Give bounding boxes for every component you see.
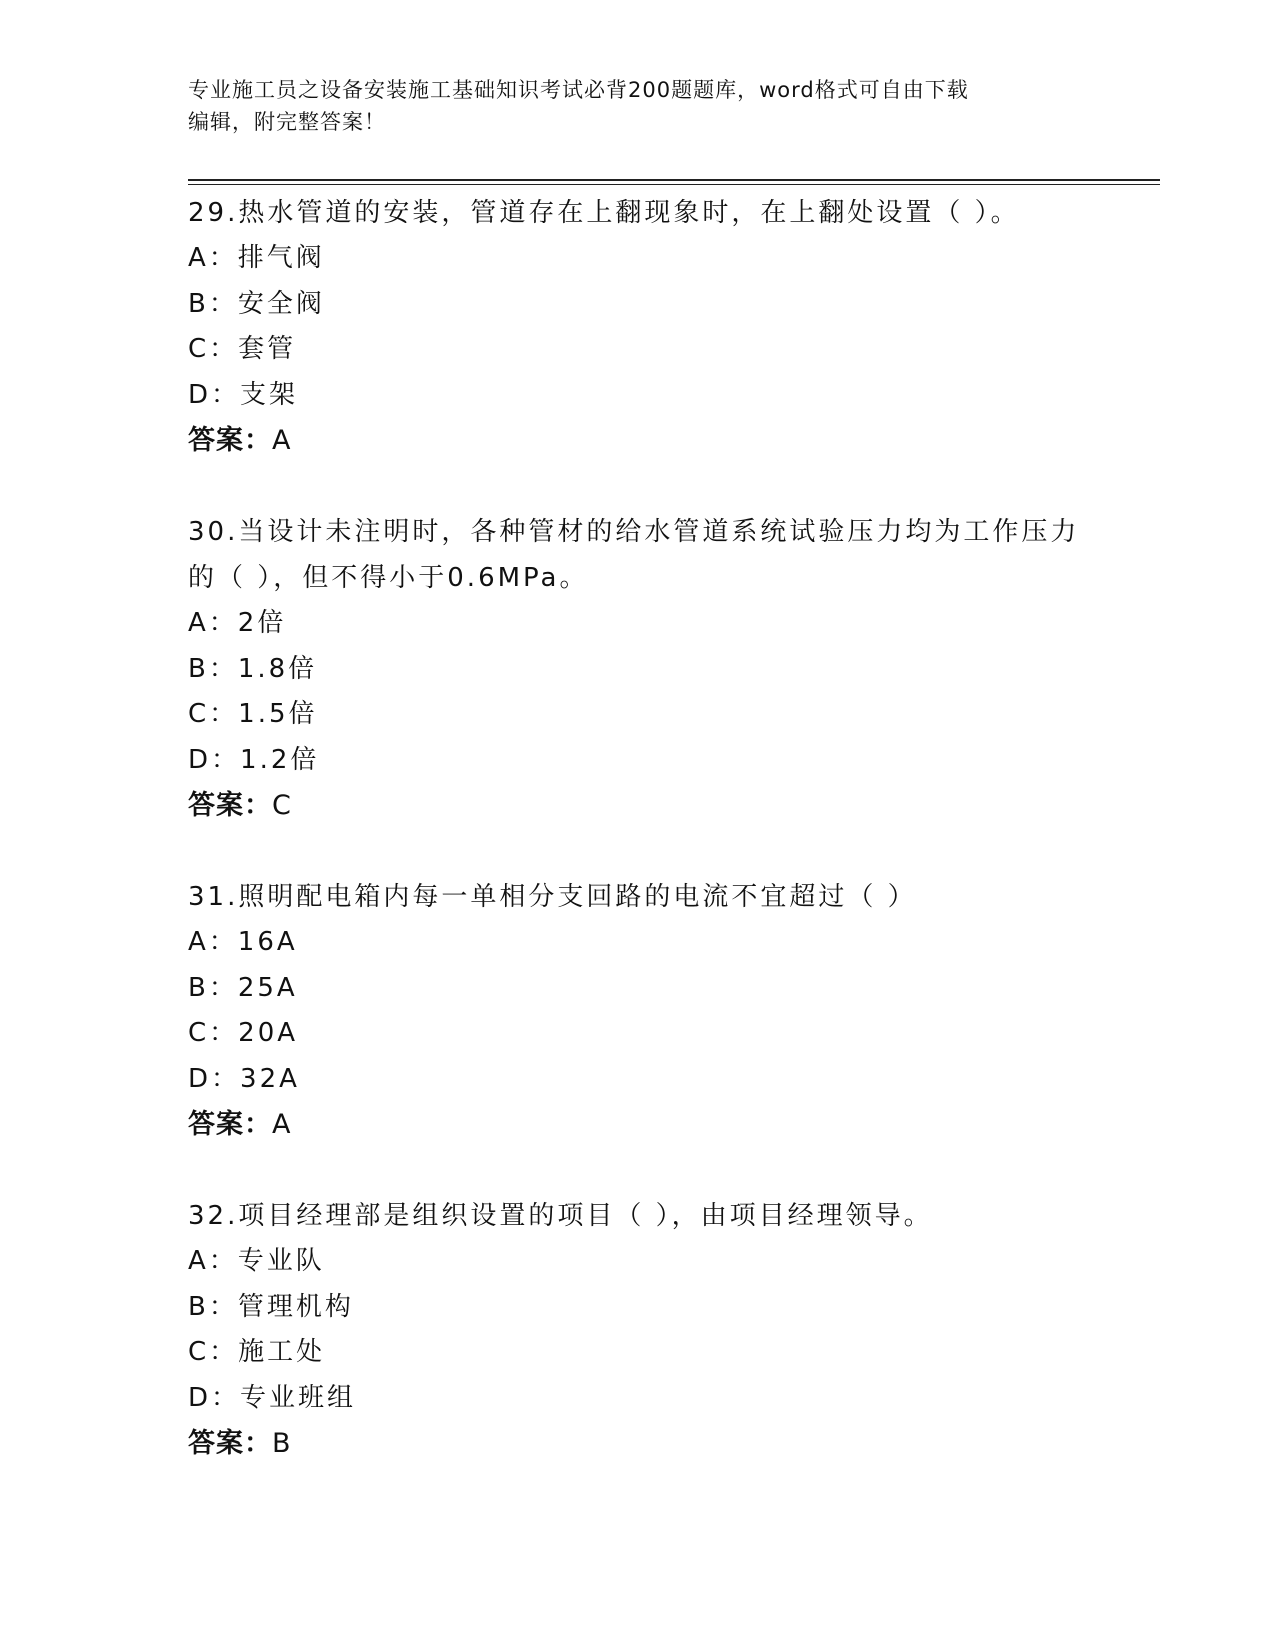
option-c: C：20A [188,1018,299,1048]
answer-label: 答案： [188,1109,272,1140]
option-a: A：专业队 [188,1246,325,1276]
answer-label: 答案： [188,425,272,456]
question-list [188,190,1088,1467]
question-text: 30.当设计未注明时，各种管材的给水管道系统试验压力均为工作压力的（ ），但不得小于0.6MPa。 [188,517,1080,593]
option-a: A：排气阀 [188,243,325,273]
question-30 [188,509,1088,829]
answer-value: A [272,425,292,456]
header-divider-thick [188,179,1160,181]
option-d: D：32A [188,1063,300,1094]
header-title-line1: 专业施工员之设备安装施工基础知识考试必背200题题库，word格式可自由下载 [188,78,969,102]
option-a: A：2倍 [188,608,287,638]
answer-label: 答案： [188,1428,272,1459]
answer-line [188,418,1088,464]
header-divider-thin [188,184,1160,185]
question-spacer [188,464,1088,509]
question-text: 29.热水管道的安装，管道存在上翻现象时，在上翻处设置（ ）。 [188,198,1020,228]
header-title-line2: 编辑，附完整答案！ [188,110,386,134]
question-spacer [188,829,1088,874]
question-32 [188,1193,1088,1467]
option-a: A：16A [188,927,298,957]
option-d: D：支架 [188,379,299,410]
option-b: B：25A [188,972,298,1003]
option-b: B：管理机构 [188,1291,354,1322]
option-d: D：专业班组 [188,1382,357,1413]
question-29 [188,190,1088,464]
answer-value: A [272,1109,292,1140]
question-text: 32.项目经理部是组织设置的项目（ ），由项目经理领导。 [188,1201,933,1231]
question-spacer [188,1148,1088,1193]
option-c: C：套管 [188,334,297,364]
option-c: C：1.5倍 [188,699,318,729]
answer-line [188,1102,1088,1148]
option-d: D：1.2倍 [188,744,320,775]
option-b: B：安全阀 [188,288,325,319]
option-b: B：1.8倍 [188,653,318,684]
document-header [188,74,1088,138]
answer-value: B [272,1428,292,1459]
option-c: C：施工处 [188,1337,326,1367]
answer-line [188,1421,1088,1467]
answer-label: 答案： [188,790,272,821]
answer-value: C [272,790,292,821]
question-text: 31.照明配电箱内每一单相分支回路的电流不宜超过（ ） [188,882,917,912]
question-31 [188,874,1088,1148]
answer-line [188,783,1088,829]
